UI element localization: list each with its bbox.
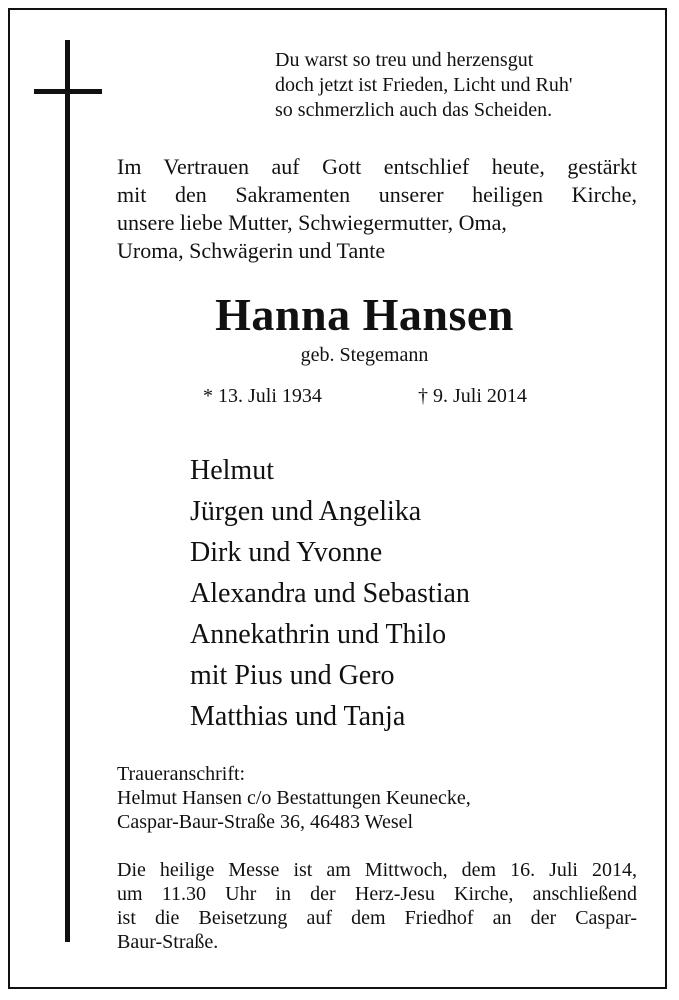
announcement-line: mit den Sakramenten unserer heiligen Kirche, — [117, 182, 637, 207]
mass-information — [117, 858, 637, 954]
family-member: Matthias und Tanja — [190, 701, 406, 732]
mass-line: Die heilige Messe ist am Mittwoch, dem 16. Juli 2014, — [117, 859, 637, 881]
deceased-name: Hanna Hansen — [215, 289, 514, 340]
address-line: Traueranschrift: — [117, 763, 246, 785]
mass-line: um 11.30 Uhr in der Herz-Jesu Kirche, anschließend — [117, 883, 637, 905]
family-member: Annekathrin und Thilo — [190, 619, 447, 650]
cross-vertical-bar — [65, 40, 70, 942]
announcement-line: unsere liebe Mutter, Schwiegermutter, Oma, — [117, 210, 507, 235]
address-line: Helmut Hansen c/o Bestattungen Keunecke, — [117, 787, 471, 809]
address-line: Caspar-Baur-Straße 36, 46483 Wesel — [117, 811, 414, 833]
family-list — [190, 450, 470, 737]
family-member: Dirk und Yvonne — [190, 537, 383, 568]
mass-line: Baur-Straße. — [117, 931, 219, 953]
family-member: Helmut — [190, 455, 274, 486]
birth-date: * 13. Juli 1934 — [203, 385, 322, 407]
verse-line: Du warst so treu und herzensgut — [275, 49, 534, 71]
condolence-address — [117, 762, 471, 834]
death-date: † 9. Juli 2014 — [418, 385, 527, 407]
announcement-text — [117, 153, 637, 265]
mass-line: ist die Beisetzung auf dem Friedhof an der Caspar- — [117, 907, 637, 929]
memorial-verse — [275, 48, 572, 123]
maiden-name: geb. Stegemann — [300, 344, 429, 366]
verse-line: so schmerzlich auch das Scheiden. — [275, 99, 553, 121]
family-member: Alexandra und Sebastian — [190, 578, 470, 609]
announcement-line: Im Vertrauen auf Gott entschlief heute, gestärkt — [117, 154, 637, 179]
family-member: Jürgen und Angelika — [190, 496, 422, 527]
family-member: mit Pius und Gero — [190, 660, 395, 691]
verse-line: doch jetzt ist Frieden, Licht und Ruh' — [275, 74, 573, 96]
announcement-line: Uroma, Schwägerin und Tante — [117, 238, 386, 263]
cross-horizontal-bar — [34, 89, 102, 94]
